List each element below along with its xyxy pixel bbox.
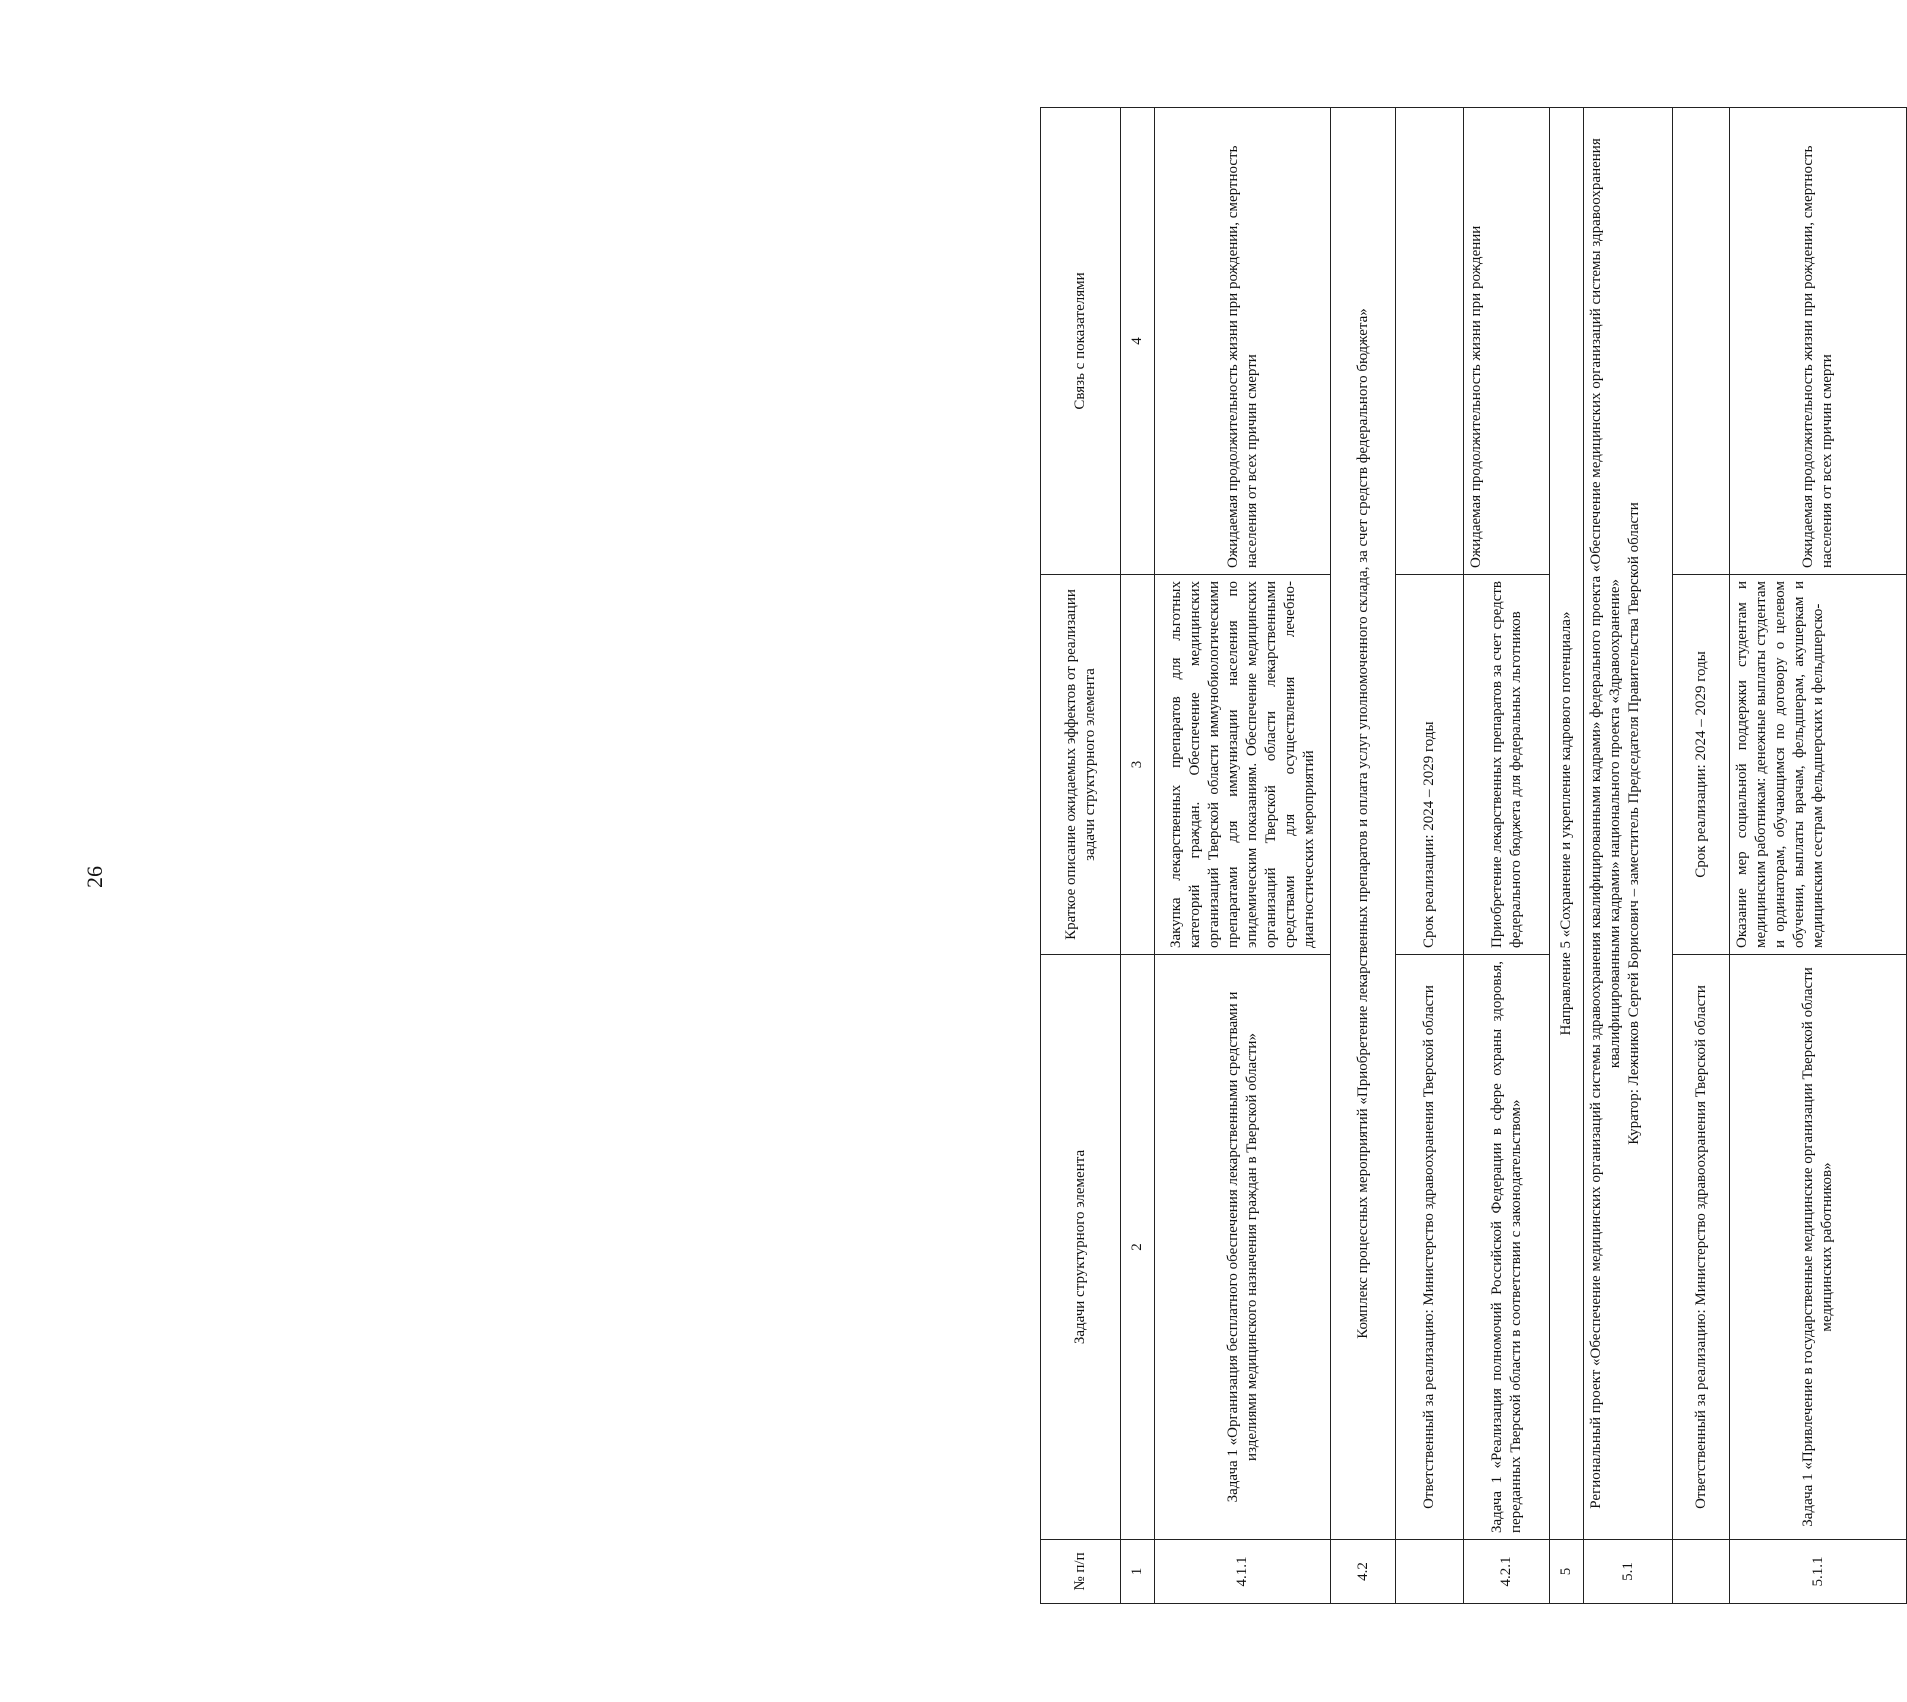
process-complex-title: Комплекс процессных мероприятий «Приобретение лекарственных препаратов и оплата услуг уполномоченного склада, за счет средств федерального бюджета» [1331,108,1396,1540]
column-number: 4 [1121,108,1155,575]
table-row [1673,108,1730,1604]
effects-cell: Оказание мер социальной поддержки студентам и медицинским работникам: денежные выплаты студентам и ординаторам, обучающимся по договору о целевом обучении, выплаты врачам, фельдшерам, акушеркам и медицинским сестрам фельдшерских и фельдшерско- [1730,575,1907,955]
column-number: 2 [1121,955,1155,1540]
project-curator: Куратор: Лежников Сергей Борисович – заместитель Председателя Правительства Тверской области [1626,502,1642,1145]
task-cell: Задача 1 «Организация бесплатного обеспечения лекарственными средствами и изделиями медицинского назначения граждан в Тверской области» [1155,955,1331,1540]
regional-project-cell [1584,108,1673,1540]
empty-cell [1673,1540,1730,1604]
table-row [1396,108,1464,1604]
structural-elements-table [1040,108,1906,1604]
table-row [1730,108,1907,1604]
column-number: 3 [1121,575,1155,955]
table-row [1584,108,1673,1604]
row-number: 5.1.1 [1730,1540,1907,1604]
table-row [1331,108,1396,1604]
table-header-row [1041,108,1121,1604]
row-number: 4.2.1 [1464,1540,1550,1604]
direction-title: Направление 5 «Сохранение и укрепление кадрового потенциала» [1550,108,1584,1540]
responsible-cell: Ответственный за реализацию: Министерство здравоохранения Тверской области [1673,955,1730,1540]
table-row [1550,108,1584,1604]
header-task: Задачи структурного элемента [1041,955,1121,1540]
empty-cell [1396,1540,1464,1604]
header-no: № п/п [1041,1540,1121,1604]
row-number: 5.1 [1584,1540,1673,1604]
row-number: 4.1.1 [1155,1540,1331,1604]
period-cell: Срок реализации: 2024 – 2029 годы [1673,575,1730,955]
effects-cell: Закупка лекарственных препаратов для льготных категорий граждан. Обеспечение медицинских организаций Тверской области иммунобиологическими препаратами для иммунизации населения по эпидемическим показаниям. Обеспечение медицинских организаций Тверской области лекарственными средствами для осуществления лечебно-диагностических мероприятий [1155,575,1331,955]
link-cell: Ожидаемая продолжительность жизни при рождении, смертность населения от всех причин смерти [1730,108,1907,575]
table-row [1155,108,1331,1604]
column-number-row [1121,108,1155,1604]
page-number: 26 [82,866,107,888]
task-cell: Задача 1 «Реализация полномочий Российской Федерации в сфере охраны здоровья, переданных Тверской области в соответствии с законодательством» [1464,955,1550,1540]
row-number: 4.2 [1331,1540,1396,1604]
period-cell: Срок реализации: 2024 – 2029 годы [1396,575,1464,955]
table-row [1464,108,1550,1604]
link-cell: Ожидаемая продолжительность жизни при рождении [1464,108,1550,575]
empty-cell [1673,108,1730,575]
responsible-cell: Ответственный за реализацию: Министерство здравоохранения Тверской области [1396,955,1464,1540]
effects-cell: Приобретение лекарственных препаратов за счет средств федерального бюджета для федеральных льготников [1464,575,1550,955]
regional-project-title: Региональный проект «Обеспечение медицинских организаций системы здравоохранения квалифицированными кадрами» федерального проекта «Обеспечение медицинских организаций системы здравоохранения квалифицированными кадрами» национального проекта «Здравоохранение» [1588,138,1623,1509]
row-number: 5 [1550,1540,1584,1604]
header-link: Связь с показателями [1041,108,1121,575]
column-number: 1 [1121,1540,1155,1604]
empty-cell [1396,108,1464,575]
link-cell: Ожидаемая продолжительность жизни при рождении, смертность населения от всех причин смерти [1155,108,1331,575]
header-effects: Краткое описание ожидаемых эффектов от реализации задачи структурного элемента [1041,575,1121,955]
task-cell: Задача 1 «Привлечение в государственные медицинские организации Тверской области медицинских работников» [1730,955,1907,1540]
